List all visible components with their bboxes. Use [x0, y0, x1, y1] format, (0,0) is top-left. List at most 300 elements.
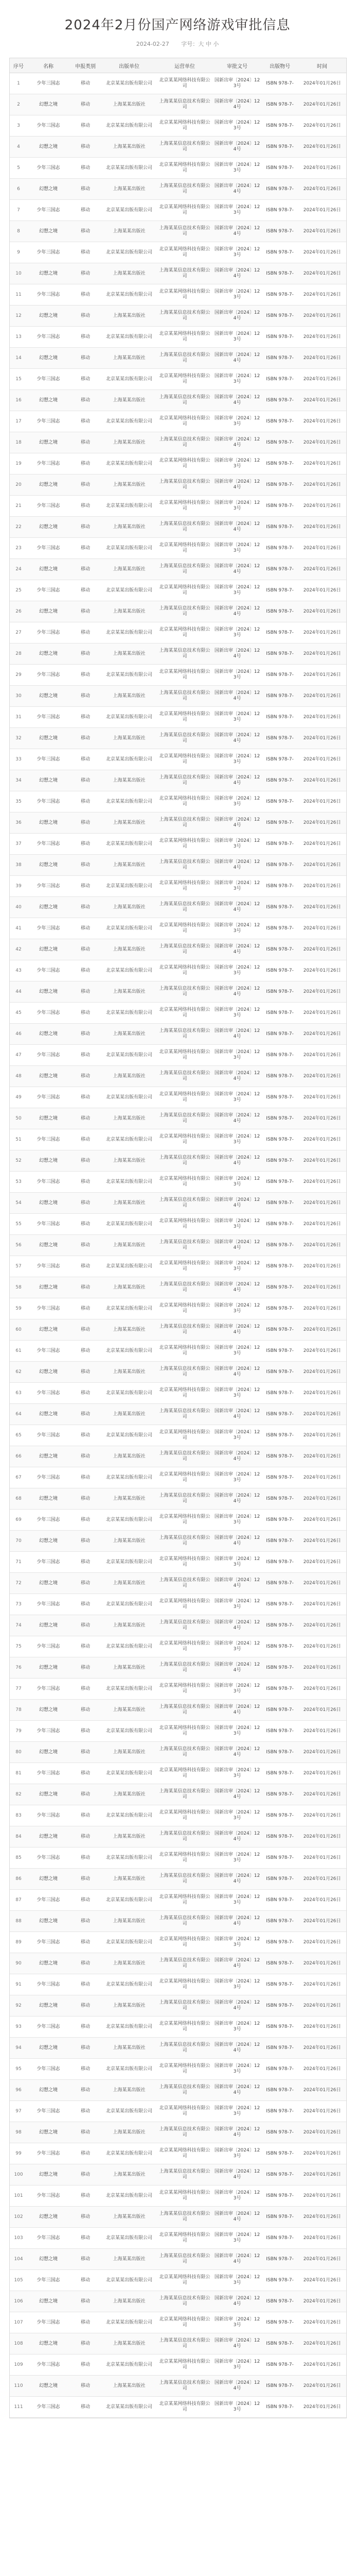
table-cell: 2024年01月26日 — [298, 158, 346, 179]
table-cell: ISBN 978-7- — [262, 1256, 298, 1277]
table-cell: 北京某某网络科技有限公司 — [157, 1848, 212, 1869]
table-cell: 国新出审〔2024〕123号 — [212, 1087, 262, 1108]
table-row — [10, 73, 346, 94]
table-row — [10, 918, 346, 939]
table-cell: 北京某某网络科技有限公司 — [157, 1679, 212, 1700]
table-cell: 2024年01月26日 — [298, 94, 346, 115]
table-cell: 2024年01月26日 — [298, 1636, 346, 1657]
table-cell: 移动 — [69, 1636, 101, 1657]
table-cell: 国新出审〔2024〕124号 — [212, 1615, 262, 1636]
table-row — [10, 284, 346, 306]
table-row — [10, 1932, 346, 1953]
table-row — [10, 1087, 346, 1108]
table-cell: 国新出审〔2024〕123号 — [212, 1932, 262, 1953]
table-cell: ISBN 978-7- — [262, 1298, 298, 1319]
table-cell: 移动 — [69, 1488, 101, 1510]
table-cell: 移动 — [69, 1911, 101, 1932]
table-cell: ISBN 978-7- — [262, 1425, 298, 1446]
table-cell: 2024年01月26日 — [298, 1256, 346, 1277]
table-cell: 移动 — [69, 812, 101, 834]
table-cell: 国新出审〔2024〕124号 — [212, 2038, 262, 2059]
table-cell: 57 — [10, 1256, 27, 1277]
table-cell: 移动 — [69, 1890, 101, 1911]
font-size-switch[interactable]: 字号：大 中 小 — [181, 41, 219, 47]
table-cell: 46 — [10, 1024, 27, 1045]
table-cell: 少年三国志 — [27, 200, 69, 221]
table-cell: 北京某某出版有限公司 — [101, 2312, 157, 2333]
table-row — [10, 2207, 346, 2228]
table-cell: 少年三国志 — [27, 1932, 69, 1953]
table-cell: 幻想之境 — [27, 221, 69, 242]
table-cell: 幻想之境 — [27, 770, 69, 791]
table-cell: 北京某某出版有限公司 — [101, 115, 157, 137]
table-row — [10, 812, 346, 834]
table-cell: 42 — [10, 939, 27, 960]
table-row — [10, 1848, 346, 1869]
table-cell: 北京某某网络科技有限公司 — [157, 73, 212, 94]
table-cell: 上海某某出版社 — [101, 1995, 157, 2016]
table-cell: 国新出审〔2024〕123号 — [212, 2312, 262, 2333]
table-cell: 少年三国志 — [27, 1256, 69, 1277]
table-cell: 上海某某信息技术有限公司 — [157, 1573, 212, 1594]
table-cell: 移动 — [69, 1319, 101, 1341]
table-cell: 少年三国志 — [27, 1045, 69, 1066]
table-cell: 移动 — [69, 221, 101, 242]
table-cell: 国新出审〔2024〕124号 — [212, 1531, 262, 1552]
table-cell: 北京某某出版有限公司 — [101, 2354, 157, 2376]
table-cell: 2024年01月26日 — [298, 643, 346, 665]
table-cell: ISBN 978-7- — [262, 2291, 298, 2312]
table-cell: 上海某某信息技术有限公司 — [157, 2038, 212, 2059]
table-cell: 2024年01月26日 — [298, 918, 346, 939]
table-cell: ISBN 978-7- — [262, 686, 298, 707]
table-cell: 国新出审〔2024〕124号 — [212, 1869, 262, 1890]
table-cell: 移动 — [69, 1193, 101, 1214]
table-cell: 29 — [10, 665, 27, 686]
table-row — [10, 1193, 346, 1214]
table-cell: 61 — [10, 1341, 27, 1362]
table-cell: 2024年01月26日 — [298, 1552, 346, 1573]
table-cell: 2024年01月26日 — [298, 1298, 346, 1319]
table-cell: 移动 — [69, 1953, 101, 1974]
table-cell: 30 — [10, 686, 27, 707]
publish-date: 2024-02-27 — [136, 41, 169, 47]
table-cell: 北京某某网络科技有限公司 — [157, 2059, 212, 2080]
table-cell: 上海某某出版社 — [101, 1573, 157, 1594]
table-cell: 幻想之境 — [27, 1235, 69, 1256]
table-cell: 国新出审〔2024〕124号 — [212, 601, 262, 622]
table-cell: 18 — [10, 432, 27, 453]
table-row — [10, 1045, 346, 1066]
table-row — [10, 1763, 346, 1784]
table-cell: 移动 — [69, 2354, 101, 2376]
table-cell: 移动 — [69, 137, 101, 158]
table-cell: 上海某某信息技术有限公司 — [157, 517, 212, 538]
table-cell: 移动 — [69, 749, 101, 770]
table-cell: ISBN 978-7- — [262, 1742, 298, 1763]
table-cell: 移动 — [69, 390, 101, 411]
table-cell: 国新出审〔2024〕123号 — [212, 1341, 262, 1362]
table-cell: 北京某某出版有限公司 — [101, 2185, 157, 2207]
table-cell: 国新出审〔2024〕124号 — [212, 1657, 262, 1679]
table-cell: 北京某某网络科技有限公司 — [157, 1636, 212, 1657]
table-cell: 移动 — [69, 2164, 101, 2185]
table-cell: ISBN 978-7- — [262, 158, 298, 179]
table-cell: 2024年01月26日 — [298, 2122, 346, 2143]
table-cell: 国新出审〔2024〕123号 — [212, 1679, 262, 1700]
table-cell: 幻想之境 — [27, 1784, 69, 1805]
table-cell: 国新出审〔2024〕123号 — [212, 1425, 262, 1446]
table-row — [10, 939, 346, 960]
table-cell: ISBN 978-7- — [262, 812, 298, 834]
table-cell: 上海某某信息技术有限公司 — [157, 643, 212, 665]
table-cell: ISBN 978-7- — [262, 1383, 298, 1404]
table-row — [10, 1446, 346, 1467]
table-row — [10, 2122, 346, 2143]
table-cell: 移动 — [69, 474, 101, 496]
table-cell: 50 — [10, 1108, 27, 1129]
table-row — [10, 1003, 346, 1024]
table-cell: 移动 — [69, 2228, 101, 2249]
table-cell: ISBN 978-7- — [262, 263, 298, 284]
table-row — [10, 179, 346, 200]
table-cell: 国新出审〔2024〕124号 — [212, 1911, 262, 1932]
table-cell: 上海某某出版社 — [101, 2122, 157, 2143]
table-cell: 幻想之境 — [27, 1066, 69, 1087]
table-cell: 北京某某网络科技有限公司 — [157, 284, 212, 306]
table-cell: 2024年01月26日 — [298, 601, 346, 622]
table-cell: 少年三国志 — [27, 1383, 69, 1404]
table-cell: 移动 — [69, 1003, 101, 1024]
table-cell: 2024年01月26日 — [298, 1024, 346, 1045]
table-cell: 国新出审〔2024〕123号 — [212, 158, 262, 179]
table-cell: 58 — [10, 1277, 27, 1298]
table-cell: 上海某某出版社 — [101, 1024, 157, 1045]
table-cell: 少年三国志 — [27, 1129, 69, 1150]
table-cell: 北京某某网络科技有限公司 — [157, 1763, 212, 1784]
table-cell: 2024年01月26日 — [298, 2270, 346, 2291]
table-cell: 上海某某信息技术有限公司 — [157, 1657, 212, 1679]
table-cell: 2024年01月26日 — [298, 1277, 346, 1298]
table-cell: 幻想之境 — [27, 2122, 69, 2143]
table-cell: 国新出审〔2024〕124号 — [212, 981, 262, 1003]
table-cell: 12 — [10, 306, 27, 327]
table-cell: 国新出审〔2024〕123号 — [212, 200, 262, 221]
table-row — [10, 834, 346, 855]
table-cell: 97 — [10, 2101, 27, 2122]
table-cell: 幻想之境 — [27, 348, 69, 369]
table-cell: 北京某某出版有限公司 — [101, 2228, 157, 2249]
table-cell: 59 — [10, 1298, 27, 1319]
table-row — [10, 559, 346, 580]
table-cell: 上海某某信息技术有限公司 — [157, 559, 212, 580]
table-cell: 幻想之境 — [27, 1615, 69, 1636]
table-cell: 2024年01月26日 — [298, 1848, 346, 1869]
table-cell: 2024年01月26日 — [298, 855, 346, 876]
table-cell: 37 — [10, 834, 27, 855]
table-cell: 移动 — [69, 1150, 101, 1172]
table-cell: 移动 — [69, 517, 101, 538]
table-row — [10, 770, 346, 791]
table-cell: 北京某某出版有限公司 — [101, 1848, 157, 1869]
table-row — [10, 327, 346, 348]
table-cell: 上海某某信息技术有限公司 — [157, 1869, 212, 1890]
table-cell: 北京某某网络科技有限公司 — [157, 242, 212, 263]
table-cell: 移动 — [69, 981, 101, 1003]
table-row — [10, 707, 346, 728]
table-cell: ISBN 978-7- — [262, 1974, 298, 1995]
table-cell: ISBN 978-7- — [262, 348, 298, 369]
table-cell: 2024年01月26日 — [298, 2397, 346, 2418]
table-cell: 少年三国志 — [27, 115, 69, 137]
table-cell: ISBN 978-7- — [262, 1826, 298, 1848]
table-row — [10, 2101, 346, 2122]
table-row — [10, 1467, 346, 1488]
table-cell: 2024年01月26日 — [298, 179, 346, 200]
table-header-row — [10, 58, 346, 73]
table-cell: 幻想之境 — [27, 1826, 69, 1848]
table-cell: 52 — [10, 1150, 27, 1172]
table-cell: 国新出审〔2024〕123号 — [212, 1552, 262, 1573]
table-cell: ISBN 978-7- — [262, 622, 298, 643]
table-cell: 国新出审〔2024〕124号 — [212, 390, 262, 411]
table-row — [10, 200, 346, 221]
table-cell: 2024年01月26日 — [298, 2376, 346, 2397]
table-cell: 2024年01月26日 — [298, 2080, 346, 2101]
table-cell: 北京某某出版有限公司 — [101, 1341, 157, 1362]
table-cell: 北京某某出版有限公司 — [101, 2101, 157, 2122]
table-cell: 2024年01月26日 — [298, 2016, 346, 2038]
table-cell: 移动 — [69, 1573, 101, 1594]
table-cell: 移动 — [69, 1256, 101, 1277]
table-cell: 2024年01月26日 — [298, 390, 346, 411]
table-cell: 89 — [10, 1932, 27, 1953]
table-row — [10, 1510, 346, 1531]
table-cell: 上海某某信息技术有限公司 — [157, 1277, 212, 1298]
table-cell: 幻想之境 — [27, 474, 69, 496]
table-cell: 国新出审〔2024〕124号 — [212, 94, 262, 115]
table-row — [10, 221, 346, 242]
table-cell: 国新出审〔2024〕124号 — [212, 559, 262, 580]
table-cell: 上海某某信息技术有限公司 — [157, 2291, 212, 2312]
table-cell: 6 — [10, 179, 27, 200]
table-cell: 幻想之境 — [27, 1573, 69, 1594]
table-cell: 上海某某出版社 — [101, 263, 157, 284]
table-cell: ISBN 978-7- — [262, 1510, 298, 1531]
table-cell: 上海某某出版社 — [101, 643, 157, 665]
table-cell: 上海某某出版社 — [101, 2376, 157, 2397]
table-cell: ISBN 978-7- — [262, 1108, 298, 1129]
table-cell: 少年三国志 — [27, 1214, 69, 1235]
table-cell: 少年三国志 — [27, 538, 69, 559]
table-cell: 北京某某出版有限公司 — [101, 411, 157, 432]
table-cell: 移动 — [69, 1995, 101, 2016]
table-cell: 北京某某网络科技有限公司 — [157, 1425, 212, 1446]
table-cell: 2024年01月26日 — [298, 1721, 346, 1742]
table-cell: 国新出审〔2024〕124号 — [212, 1108, 262, 1129]
table-cell: 移动 — [69, 897, 101, 918]
table-cell: 上海某某出版社 — [101, 728, 157, 749]
table-cell: 2024年01月26日 — [298, 115, 346, 137]
table-cell: 17 — [10, 411, 27, 432]
table-cell: 国新出审〔2024〕123号 — [212, 2270, 262, 2291]
table-cell: ISBN 978-7- — [262, 1404, 298, 1425]
table-row — [10, 1341, 346, 1362]
table-cell: 100 — [10, 2164, 27, 2185]
table-cell: 47 — [10, 1045, 27, 1066]
table-cell: 北京某某网络科技有限公司 — [157, 2312, 212, 2333]
table-cell: 幻想之境 — [27, 1024, 69, 1045]
table-cell: 23 — [10, 538, 27, 559]
table-cell: 上海某某信息技术有限公司 — [157, 1615, 212, 1636]
table-cell: 国新出审〔2024〕123号 — [212, 665, 262, 686]
table-cell: 上海某某信息技术有限公司 — [157, 2207, 212, 2228]
table-cell: 移动 — [69, 263, 101, 284]
column-header: 申报类别 — [69, 58, 101, 73]
table-cell: ISBN 978-7- — [262, 2249, 298, 2270]
table-cell: 国新出审〔2024〕123号 — [212, 284, 262, 306]
table-cell: 69 — [10, 1510, 27, 1531]
table-cell: 49 — [10, 1087, 27, 1108]
table-cell: 幻想之境 — [27, 897, 69, 918]
table-row — [10, 390, 346, 411]
table-cell: 少年三国志 — [27, 1467, 69, 1488]
table-cell: 北京某某出版有限公司 — [101, 200, 157, 221]
table-cell: 幻想之境 — [27, 2333, 69, 2354]
table-row — [10, 876, 346, 897]
table-cell: 2024年01月26日 — [298, 1890, 346, 1911]
table-cell: 国新出审〔2024〕123号 — [212, 1045, 262, 1066]
table-cell: 22 — [10, 517, 27, 538]
table-row — [10, 2059, 346, 2080]
table-cell: 少年三国志 — [27, 1636, 69, 1657]
table-cell: 上海某某信息技术有限公司 — [157, 1150, 212, 1172]
table-cell: 北京某某网络科技有限公司 — [157, 1172, 212, 1193]
table-row — [10, 2312, 346, 2333]
table-cell: 幻想之境 — [27, 1869, 69, 1890]
table-cell: 上海某某出版社 — [101, 2164, 157, 2185]
table-cell: 2024年01月26日 — [298, 411, 346, 432]
table-cell: 北京某某出版有限公司 — [101, 707, 157, 728]
article-meta — [0, 40, 355, 48]
table-cell: ISBN 978-7- — [262, 1488, 298, 1510]
table-cell: 2024年01月26日 — [298, 876, 346, 897]
table-cell: 21 — [10, 496, 27, 517]
table-cell: 8 — [10, 221, 27, 242]
table-cell: ISBN 978-7- — [262, 2354, 298, 2376]
table-cell: 上海某某出版社 — [101, 1066, 157, 1087]
table-cell: 上海某某信息技术有限公司 — [157, 221, 212, 242]
table-cell: 2024年01月26日 — [298, 2291, 346, 2312]
table-row — [10, 158, 346, 179]
table-cell: 国新出审〔2024〕124号 — [212, 432, 262, 453]
table-cell: 北京某某出版有限公司 — [101, 622, 157, 643]
table-cell: 上海某某信息技术有限公司 — [157, 1742, 212, 1763]
table-row — [10, 1129, 346, 1150]
table-cell: 幻想之境 — [27, 179, 69, 200]
table-cell: ISBN 978-7- — [262, 496, 298, 517]
table-cell: 5 — [10, 158, 27, 179]
table-cell: 65 — [10, 1425, 27, 1446]
table-cell: 2024年01月26日 — [298, 1150, 346, 1172]
table-cell: 103 — [10, 2228, 27, 2249]
table-cell: 幻想之境 — [27, 2376, 69, 2397]
table-row — [10, 622, 346, 643]
table-cell: 上海某某信息技术有限公司 — [157, 2164, 212, 2185]
table-cell: ISBN 978-7- — [262, 2143, 298, 2164]
table-cell: 64 — [10, 1404, 27, 1425]
table-cell: 北京某某网络科技有限公司 — [157, 749, 212, 770]
table-cell: 北京某某网络科技有限公司 — [157, 707, 212, 728]
table-cell: 85 — [10, 1848, 27, 1869]
table-cell: 北京某某出版有限公司 — [101, 1805, 157, 1826]
table-cell: 2024年01月26日 — [298, 1510, 346, 1531]
table-cell: 上海某某出版社 — [101, 2249, 157, 2270]
table-row — [10, 1488, 346, 1510]
table-cell: 移动 — [69, 1552, 101, 1573]
column-header: 运营单位 — [157, 58, 212, 73]
table-cell: ISBN 978-7- — [262, 1150, 298, 1172]
table-cell: 北京某某网络科技有限公司 — [157, 1214, 212, 1235]
table-cell: 移动 — [69, 2249, 101, 2270]
table-cell: 上海某某信息技术有限公司 — [157, 2376, 212, 2397]
table-cell: 上海某某出版社 — [101, 1235, 157, 1256]
table-cell: 移动 — [69, 2038, 101, 2059]
table-cell: 2024年01月26日 — [298, 897, 346, 918]
table-cell: 幻想之境 — [27, 1362, 69, 1383]
table-cell: 上海某某信息技术有限公司 — [157, 263, 212, 284]
table-cell: ISBN 978-7- — [262, 2397, 298, 2418]
table-cell: 上海某某信息技术有限公司 — [157, 1826, 212, 1848]
table-cell: 少年三国志 — [27, 1003, 69, 1024]
table-cell: ISBN 978-7- — [262, 1573, 298, 1594]
table-cell: 移动 — [69, 1848, 101, 1869]
table-cell: 上海某某出版社 — [101, 137, 157, 158]
table-cell: 上海某某出版社 — [101, 812, 157, 834]
table-cell: 国新出审〔2024〕124号 — [212, 306, 262, 327]
table-row — [10, 1805, 346, 1826]
table-cell: 移动 — [69, 94, 101, 115]
table-row — [10, 728, 346, 749]
table-cell: 国新出审〔2024〕124号 — [212, 1573, 262, 1594]
table-cell: 90 — [10, 1953, 27, 1974]
table-cell: 上海某某信息技术有限公司 — [157, 1235, 212, 1256]
table-row — [10, 855, 346, 876]
table-cell: 上海某某信息技术有限公司 — [157, 728, 212, 749]
table-cell: 7 — [10, 200, 27, 221]
table-cell: 北京某某网络科技有限公司 — [157, 1298, 212, 1319]
table-cell: 上海某某出版社 — [101, 981, 157, 1003]
table-cell: 上海某某出版社 — [101, 432, 157, 453]
table-cell: 国新出审〔2024〕124号 — [212, 1742, 262, 1763]
table-cell: 2024年01月26日 — [298, 1446, 346, 1467]
table-cell: 少年三国志 — [27, 369, 69, 390]
table-cell: 幻想之境 — [27, 1150, 69, 1172]
table-cell: 上海某某信息技术有限公司 — [157, 812, 212, 834]
table-cell: 北京某某出版有限公司 — [101, 1636, 157, 1657]
table-row — [10, 1826, 346, 1848]
table-cell: 2024年01月26日 — [298, 1214, 346, 1235]
table-cell: 移动 — [69, 686, 101, 707]
table-cell: 北京某某出版有限公司 — [101, 1552, 157, 1573]
column-header: 名称 — [27, 58, 69, 73]
table-cell: 国新出审〔2024〕123号 — [212, 1467, 262, 1488]
table-row — [10, 115, 346, 137]
table-cell: 幻想之境 — [27, 939, 69, 960]
column-header: 审批文号 — [212, 58, 262, 73]
table-row — [10, 137, 346, 158]
table-cell: 15 — [10, 369, 27, 390]
